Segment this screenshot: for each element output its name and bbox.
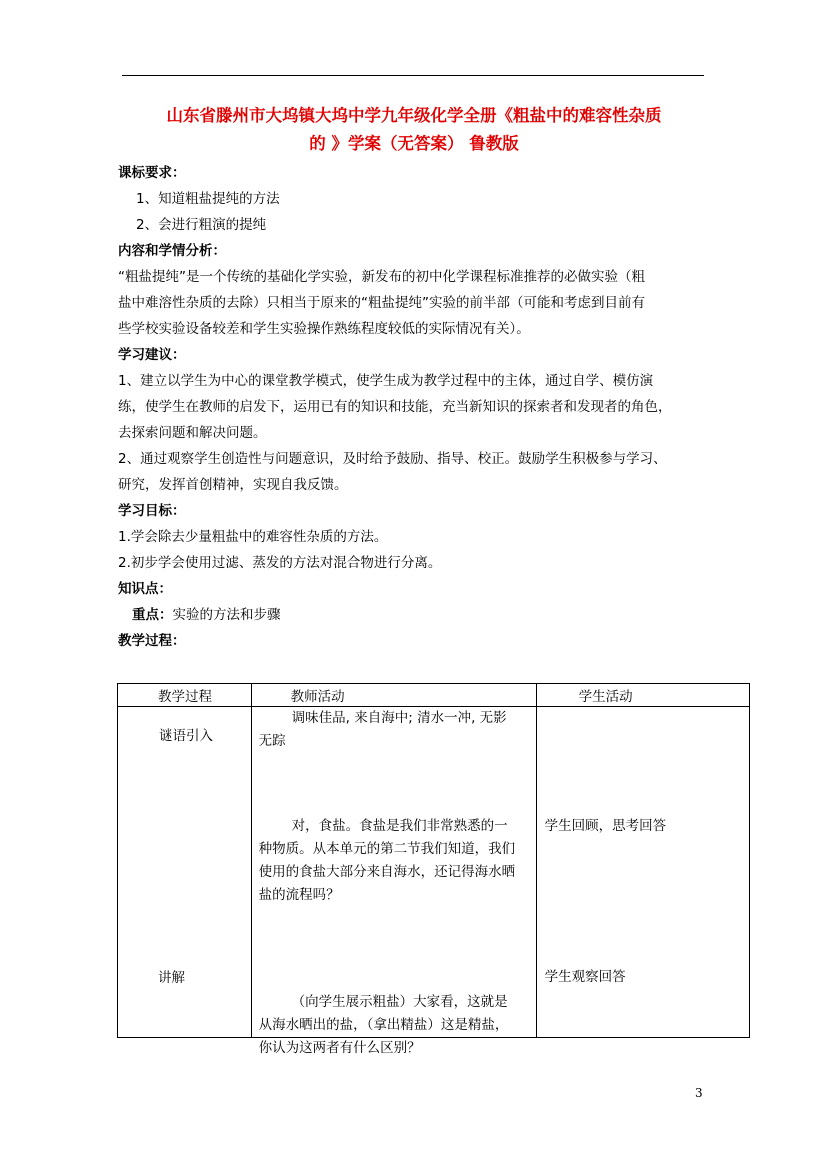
advice-heading: 学习建议： bbox=[118, 347, 186, 363]
content-line-1: “粗盐提纯”是一个传统的基础化学实验，新发布的初中化学课程标准推荐的必做实验（粗 bbox=[118, 269, 645, 285]
riddle-intro-label: 谜语引入 bbox=[159, 728, 213, 744]
content-line-3: 些学校实验设备较差和学生实验操作熟练程度较低的实际情况有关）。 bbox=[118, 321, 530, 337]
teacher-text-2c: 使用的食盐大部分来自海水，还记得海水晒 bbox=[258, 864, 516, 880]
student-answer-2: 学生观察回答 bbox=[544, 969, 626, 985]
header-rule bbox=[122, 75, 704, 76]
curriculum-item-1: 1、知道粗盐提纯的方法 bbox=[136, 191, 280, 207]
title-line-2: 的 》学案（无答案） 鲁教版 bbox=[309, 134, 519, 153]
advice-line-3: 去探索问题和解决问题。 bbox=[118, 425, 267, 441]
process-cell bbox=[118, 707, 251, 1037]
content-analysis-heading: 内容和学情分析： bbox=[118, 243, 226, 259]
teaching-process-table bbox=[117, 683, 750, 1056]
table-header-row bbox=[118, 684, 750, 707]
teacher-text-3c: 你认为这两者有什么区别？ bbox=[258, 1040, 421, 1056]
header-cell-student: 学生活动 bbox=[536, 684, 749, 707]
teacher-text-2d: 盐的流程吗？ bbox=[258, 887, 340, 903]
advice-line-1: 1、建立以学生为中心的课堂教学模式，使学生成为教学过程中的主体，通过自学、模仿演 bbox=[118, 373, 654, 389]
teacher-text-1: 调味佳品, 来自海中; 清水一冲, 无影 bbox=[291, 710, 507, 726]
content-line-2: 盐中难溶性杂质的去除）只相当于原来的“粗盐提纯”实验的前半部（可能和考虑到目前有 bbox=[118, 295, 645, 311]
page-number: 3 bbox=[695, 1086, 703, 1100]
key-point-label: 重点： bbox=[132, 607, 173, 623]
teacher-text-2: 对，食盐。食盐是我们非常熟悉的一 bbox=[291, 818, 508, 834]
advice-line-2: 练，使学生在教师的启发下，运用已有的知识和技能，充当新知识的探索者和发现者的角色， bbox=[118, 399, 672, 415]
goal-item-1: 1.学会除去少量粗盐中的难容性杂质的方法。 bbox=[118, 529, 388, 545]
student-activity-cell bbox=[537, 707, 749, 1037]
lecture-label: 讲解 bbox=[158, 970, 185, 986]
knowledge-heading: 知识点： bbox=[118, 581, 172, 597]
process-heading: 教学过程： bbox=[118, 633, 186, 649]
table-row bbox=[118, 707, 750, 1038]
teacher-text-2b: 种物质。从本单元的第二节我们知道，我们 bbox=[258, 841, 516, 857]
teacher-text-3b: 从海水晒出的盐，（拿出精盐）这是精盐， bbox=[258, 1017, 509, 1033]
goal-item-2: 2.初步学会使用过滤、蒸发的方法对混合物进行分离。 bbox=[118, 555, 442, 571]
student-answer-1: 学生回顾，思考回答 bbox=[544, 818, 667, 834]
curriculum-item-2: 2、会进行粗演的提纯 bbox=[136, 217, 267, 233]
goals-heading: 学习目标： bbox=[118, 503, 186, 519]
document-title bbox=[112, 102, 716, 158]
key-point bbox=[118, 602, 713, 628]
header-cell-process: 教学过程 bbox=[118, 684, 252, 707]
advice-line-5: 研究，发挥首创精神，实现自我反馈。 bbox=[118, 477, 348, 493]
teacher-text-1b: 无踪 bbox=[258, 733, 286, 749]
document-body bbox=[118, 160, 713, 654]
teacher-text-3: （向学生展示粗盐）大家看，这就是 bbox=[291, 994, 508, 1010]
title-line-1: 山东省滕州市大坞镇大坞中学九年级化学全册《粗盐中的难容性杂质 bbox=[166, 106, 662, 125]
header-cell-teacher: 教师活动 bbox=[251, 684, 536, 707]
advice-line-4: 2、通过观察学生创造性与问题意识，及时给予鼓励、指导、校正。鼓励学生积极参与学习、 bbox=[118, 451, 667, 467]
key-point-text: 实验的方法和步骤 bbox=[172, 607, 281, 623]
curriculum-heading: 课标要求： bbox=[118, 165, 186, 181]
teacher-activity-cell bbox=[252, 707, 536, 1056]
